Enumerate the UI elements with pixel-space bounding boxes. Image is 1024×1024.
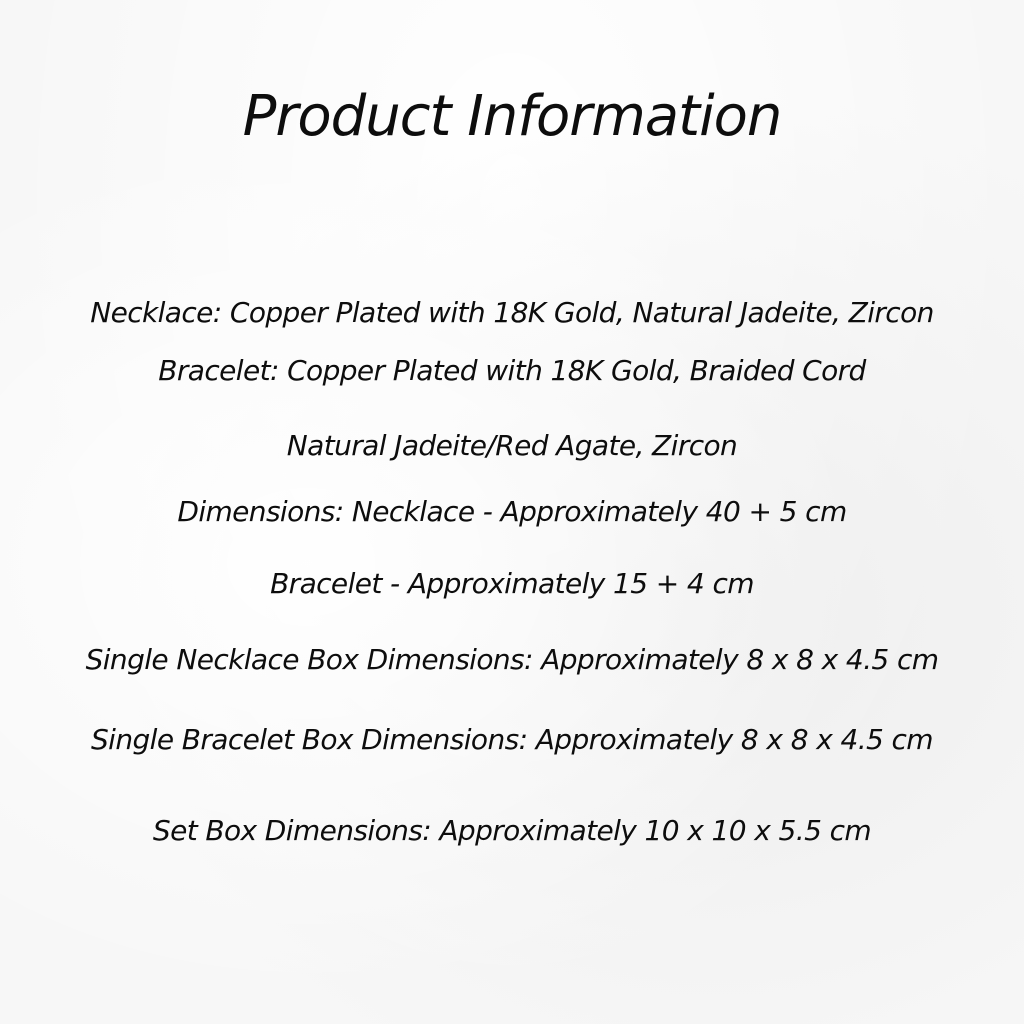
necklace-box-dimensions-line: Single Necklace Box Dimensions: Approximately 8 x 8 x 4.5 cm (85, 643, 939, 676)
necklace-material-line: Necklace: Copper Plated with 18K Gold, Natural Jadeite, Zircon (90, 296, 934, 329)
bracelet-dimensions-line: Bracelet - Approximately 15 + 4 cm (270, 567, 754, 600)
bracelet-material-line: Bracelet: Copper Plated with 18K Gold, Braided Cord (158, 354, 866, 387)
bracelet-box-dimensions-line: Single Bracelet Box Dimensions: Approximately 8 x 8 x 4.5 cm (91, 723, 933, 756)
bracelet-material-continued-line: Natural Jadeite/Red Agate, Zircon (286, 429, 738, 462)
set-box-dimensions-line: Set Box Dimensions: Approximately 10 x 10 x 5.5 cm (152, 814, 872, 847)
page-title: Product Information (242, 84, 782, 149)
necklace-dimensions-line: Dimensions: Necklace - Approximately 40 + 5 cm (177, 495, 847, 528)
